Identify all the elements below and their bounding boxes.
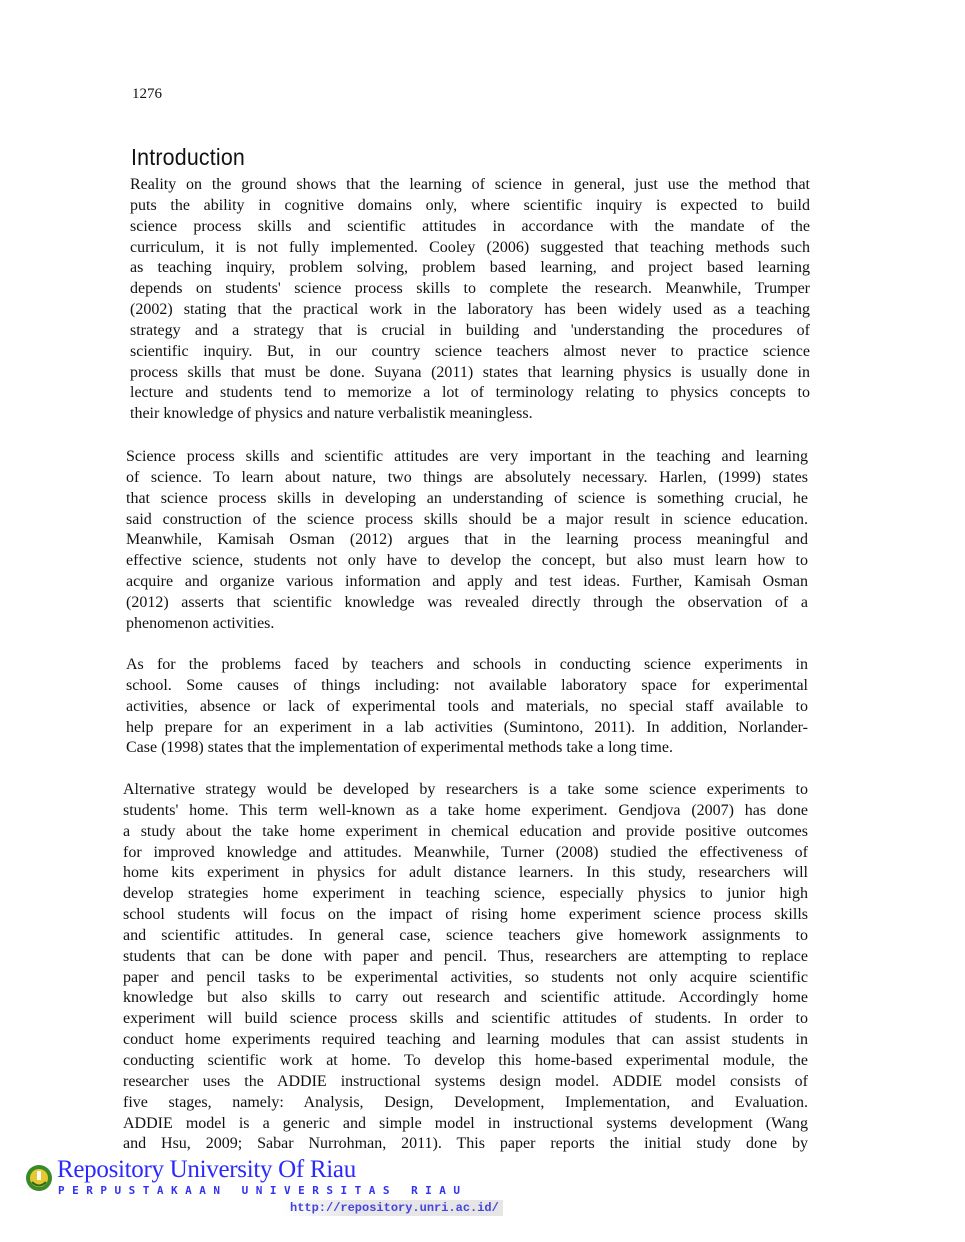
text-line: school students will focus on the impact of rising home experiment science process skills [123, 906, 808, 924]
text-line: science process skills and scientific attitudes in accordance with the mandate of the [130, 217, 810, 235]
text-line: As for the problems faced by teachers and schools in conducting science experiments in [126, 656, 808, 673]
text-line: students' home. This term well-known as a take home experiment. Gendjova (2007) has done [123, 801, 808, 819]
text-line: (2002) stating that the practical work in the laboratory has been widely used as a teaching [130, 301, 810, 319]
paragraph-4 [123, 780, 808, 1155]
text-line: depends on students' science process skills to complete the research. Meanwhile, Trumper [130, 280, 810, 298]
text-line: lecture and students tend to memorize a lot of terminology relating to physics concepts to [130, 384, 810, 402]
text-line: of science. To learn about nature, two things are absolutely necessary. Harlen, (1999) states [126, 468, 808, 486]
text-line: students that can be done with paper and pencil. Thus, researchers are attempting to replace [123, 947, 808, 965]
text-line: acquire and organize various information and apply and test ideas. Further, Kamisah Osman [126, 573, 808, 591]
text-line: puts the ability in cognitive domains only, where scientific inquiry is expected to build [130, 196, 810, 214]
text-line: their knowledge of physics and nature verbalistik meaningless. [130, 405, 533, 423]
text-line: knowledge but also skills to carry out research and scientific attitude. Accordingly home [123, 989, 808, 1007]
text-line: ADDIE model is a generic and simple model in instructional systems development (Wang [123, 1114, 808, 1132]
text-line: experiment will build science process skills and scientific attitudes of students. In order to [123, 1010, 808, 1028]
text-line: and Hsu, 2009; Sabar Nurrohman, 2011). This paper reports the initial study done by [123, 1135, 808, 1153]
section-title: Introduction [131, 144, 246, 171]
page-number: 1276 [132, 86, 162, 102]
text-line: Case (1998) states that the implementation of experimental methods take a long time. [126, 739, 673, 757]
paragraph-1 [130, 175, 810, 425]
text-line: home kits experiment in physics for adult distance learners. In this study, researchers will [123, 864, 808, 882]
text-line: activities, absence or lack of experimental tools and materials, no special staff available to [126, 697, 808, 715]
text-line: five stages, namely: Analysis, Design, Development, Implementation, and Evaluation. [123, 1093, 808, 1111]
text-line: researcher uses the ADDIE instructional systems design model. ADDIE model consists of [123, 1072, 808, 1090]
repository-watermark [24, 1158, 514, 1224]
text-line: paper and pencil tasks to be experimental activities, so students not only acquire scientific [123, 968, 808, 986]
watermark-url[interactable]: http://repository.unri.ac.id/ [282, 1200, 503, 1216]
text-line: phenomenon activities. [126, 614, 275, 632]
text-line: for improved knowledge and attitudes. Meanwhile, Turner (2008) studied the effectiveness of [123, 843, 808, 861]
university-emblem-icon [24, 1163, 54, 1193]
text-line: scientific inquiry. But, in our country science teachers almost never to practice science [130, 342, 810, 360]
text-line: Science process skills and scientific attitudes are very important in the teaching and learning [126, 448, 808, 465]
paragraph-2 [126, 447, 808, 635]
text-line: and scientific attitudes. In general case, science teachers give homework assignments to [123, 926, 808, 944]
watermark-title: Repository University Of Riau [57, 1156, 356, 1183]
text-line: process skills that must be done. Suyana (2011) states that learning physics is usually done in [130, 363, 810, 381]
text-line: help prepare for an experiment in a lab activities (Sumintono, 2011). In addition, Norlander- [126, 718, 808, 736]
text-line: as teaching inquiry, problem solving, problem based learning, and project based learning [130, 259, 810, 277]
text-line: conducting scientific work at home. To develop this home-based experimental module, the [123, 1051, 808, 1069]
text-line: a study about the take home experiment in chemical education and provide positive outcomes [123, 822, 808, 840]
text-line: Reality on the ground shows that the learning of science in general, just use the method that [130, 176, 810, 193]
text-line: effective science, students not only have to develop the concept, but also must learn how to [126, 552, 808, 570]
paragraph-3 [126, 655, 808, 759]
text-line: (2012) asserts that scientific knowledge was revealed directly through the observation of a [126, 593, 808, 611]
text-line: develop strategies home experiment in teaching science, especially physics to junior high [123, 885, 808, 903]
text-line: strategy and a strategy that is crucial in building and 'understanding the procedures of [130, 321, 810, 339]
text-line: said construction of the science process skills should be a major result in science education. [126, 510, 808, 528]
text-line: school. Some causes of things including: not available laboratory space for experimental [126, 676, 808, 694]
watermark-subtitle: PERPUSTAKAAN UNIVERSITAS RIAU [58, 1184, 468, 1197]
text-line: Meanwhile, Kamisah Osman (2012) argues that in the learning process meaningful and [126, 531, 808, 549]
text-line: curriculum, it is not fully implemented. Cooley (2006) suggested that teaching methods such [130, 238, 810, 256]
text-line: that science process skills in developing an understanding of science is something crucial, he [126, 489, 808, 507]
text-line: conduct home experiments required teaching and learning modules that can assist students in [123, 1031, 808, 1049]
text-line: Alternative strategy would be developed by researchers is a take some science experiments to [123, 781, 808, 798]
